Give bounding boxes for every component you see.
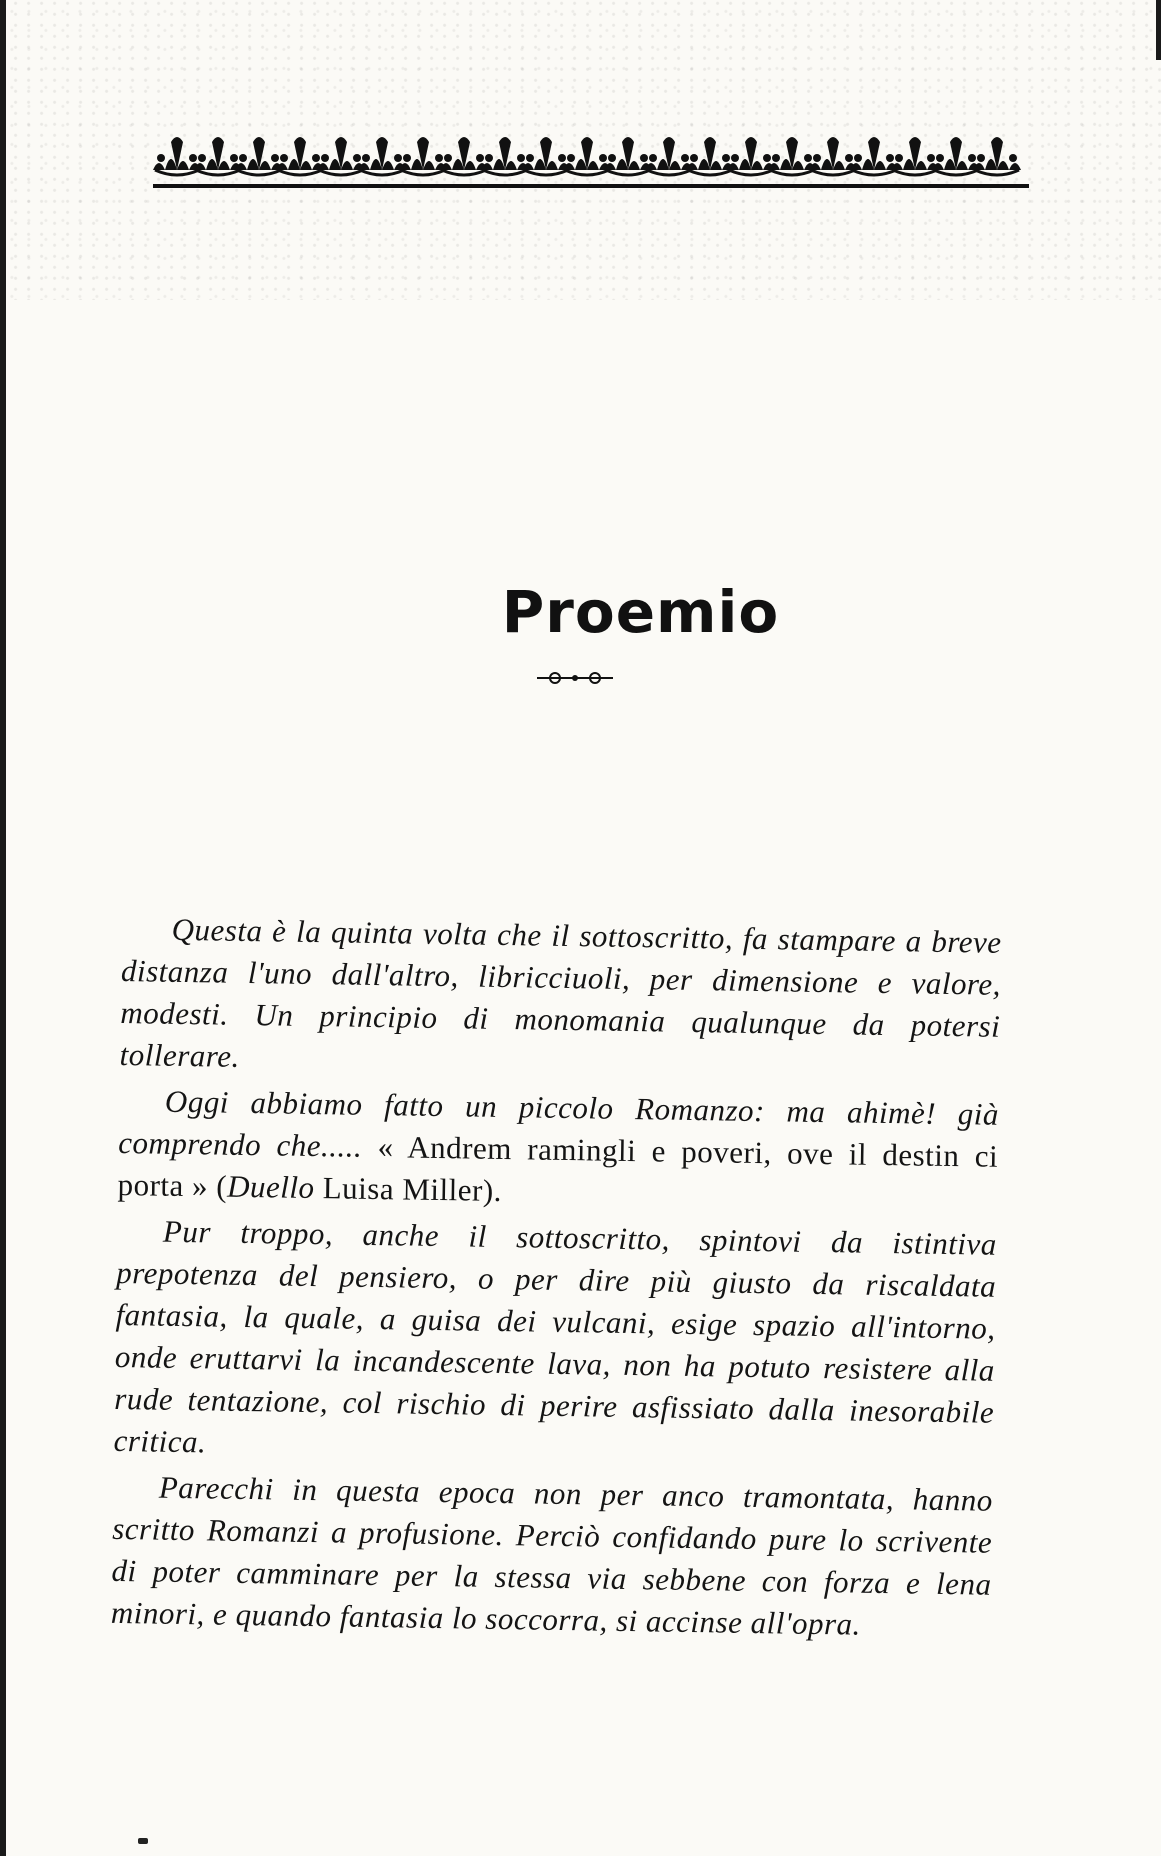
fleuron-divider-icon	[535, 666, 615, 690]
source-roman: Luisa Miller	[322, 1170, 484, 1208]
paragraph-2-intro: Oggi abbiamo fatto un piccolo Romanzo: ma ahimè! già comprendo che.....	[118, 1083, 1000, 1164]
opera-quote: « Andrem ramingli e poveri, ove il destin ci porta »	[117, 1129, 999, 1204]
paren-close: ).	[482, 1172, 503, 1209]
page-title: Proemio	[501, 578, 780, 646]
preface-body	[111, 908, 1002, 1652]
paragraph-3: Pur troppo, anche il sottoscritto, spintovi da istintiva prepotenza del pensiero, o per dire più giusto da riscaldata fantasia, la quale, a guisa dei vulcani, esige spazio all'intorno, onde eruttarvi la incandescente lava, non ha potuto resistere alla rude tentazione, col rischio di perire asfissiato dalla inesorabile critica.	[113, 1213, 998, 1460]
paragraph-1: Questa è la quinta volta che il sottoscritto, fa stampare a breve distanza l'uno dall'altro, libricciuoli, per dimensione e valore, modesti. Un principio di monomania qualunque da potersi tollerare.	[119, 911, 1002, 1074]
page-right-edge	[1156, 0, 1161, 60]
paragraph-2	[117, 1080, 999, 1220]
paragraph-4: Parecchi in questa epoca non per anco tramontata, hanno scritto Romanzi a profusione. Perciò confidando pure lo scrivente di poter camminare per la stessa via sebbene con forza e lena minori, e quando fantasia lo soccorra, si accinse all'opra.	[110, 1469, 994, 1642]
page-left-edge	[0, 0, 6, 1856]
ink-mark	[138, 1838, 148, 1844]
source-italic: Duello	[226, 1168, 315, 1206]
paren-open: (	[216, 1168, 228, 1204]
frieze-palmettes	[153, 137, 1021, 175]
anthemion-frieze-icon	[153, 112, 1029, 202]
